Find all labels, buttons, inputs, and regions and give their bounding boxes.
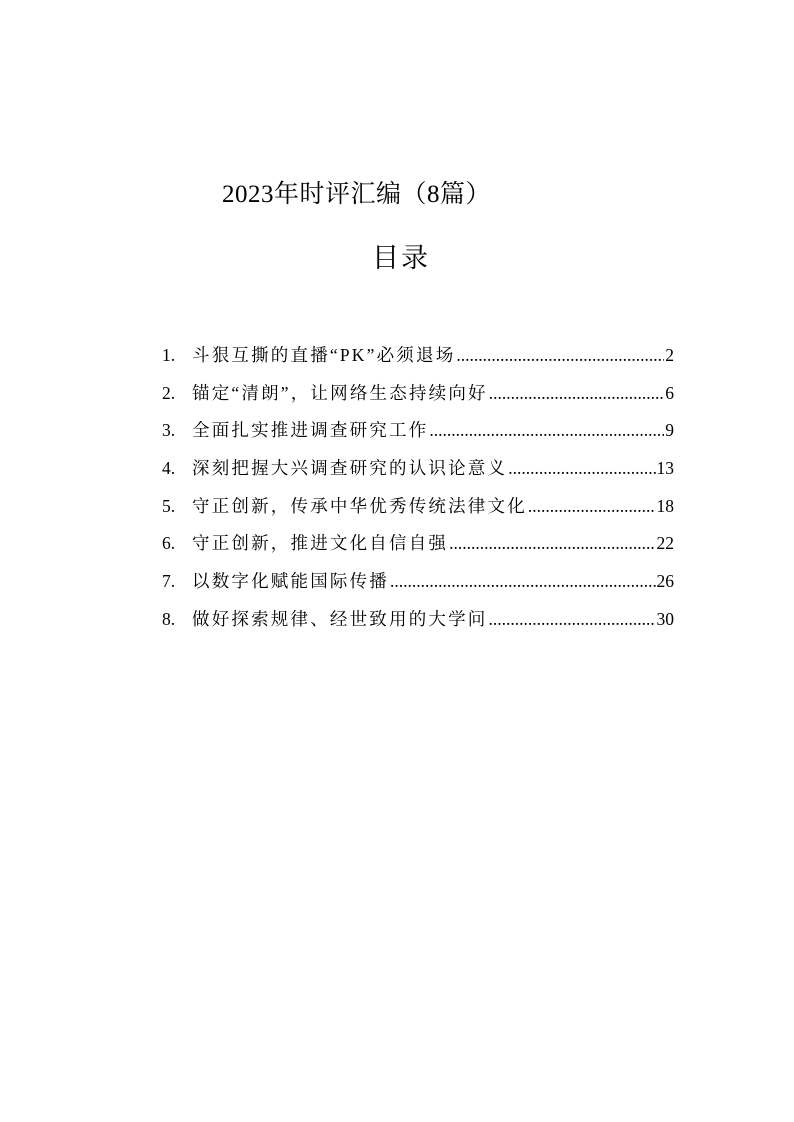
toc-entry-number: 7. <box>162 571 176 592</box>
toc-dot-leader <box>528 488 656 526</box>
toc-entry-page: 26 <box>656 571 674 592</box>
toc-entry-title: 锚定“清朗”，让网络生态持续向好 <box>192 382 488 403</box>
toc-heading: 目录 <box>372 243 430 273</box>
toc-entry-title: 守正创新，传承中华优秀传统法律文化 <box>192 495 527 516</box>
toc-entry-title: 守正创新，推进文化自信自强 <box>192 533 449 554</box>
toc-dot-leader <box>429 412 664 450</box>
document-title: 2023年时评汇编（8篇） <box>222 181 492 208</box>
toc-entry-2[interactable] <box>162 375 674 413</box>
toc-dot-leader <box>456 337 664 375</box>
toc-entry-4[interactable] <box>162 450 674 488</box>
toc-entry-number: 1. <box>162 345 176 365</box>
toc-entry-page: 6 <box>665 382 674 403</box>
toc-entry-title: 斗狠互撕的直播“PK”必须退场 <box>192 345 456 365</box>
toc-entry-number: 5. <box>162 495 176 516</box>
toc-entry-page: 30 <box>656 608 674 629</box>
toc-entry-page: 2 <box>665 345 674 365</box>
toc-entry-title: 深刻把握大兴调查研究的认识论意义 <box>192 458 508 479</box>
toc-entry-title: 全面扎实推进调查研究工作 <box>192 420 429 441</box>
toc-entry-title: 做好探索规律、经世致用的大学问 <box>192 608 488 629</box>
toc-dot-leader <box>390 563 656 601</box>
toc-entry-number: 2. <box>162 382 176 403</box>
table-of-contents <box>162 337 674 639</box>
toc-entry-8[interactable] <box>162 601 674 639</box>
toc-dot-leader <box>508 450 655 488</box>
toc-entry-page: 9 <box>665 420 674 441</box>
toc-entry-page: 22 <box>656 533 674 554</box>
toc-entry-6[interactable] <box>162 525 674 563</box>
toc-entry-number: 8. <box>162 608 176 629</box>
toc-entry-number: 6. <box>162 533 176 554</box>
toc-dot-leader <box>449 525 655 563</box>
toc-dot-leader <box>489 375 665 413</box>
toc-entry-3[interactable] <box>162 412 674 450</box>
toc-dot-leader <box>489 601 656 639</box>
toc-entry-page: 18 <box>656 495 674 516</box>
toc-entry-title: 以数字化赋能国际传播 <box>192 571 389 592</box>
toc-entry-7[interactable] <box>162 563 674 601</box>
toc-entry-page: 13 <box>656 458 674 479</box>
toc-entry-5[interactable] <box>162 488 674 526</box>
toc-entry-number: 3. <box>162 420 176 441</box>
toc-entry-1[interactable] <box>162 337 674 375</box>
toc-entry-number: 4. <box>162 458 176 479</box>
